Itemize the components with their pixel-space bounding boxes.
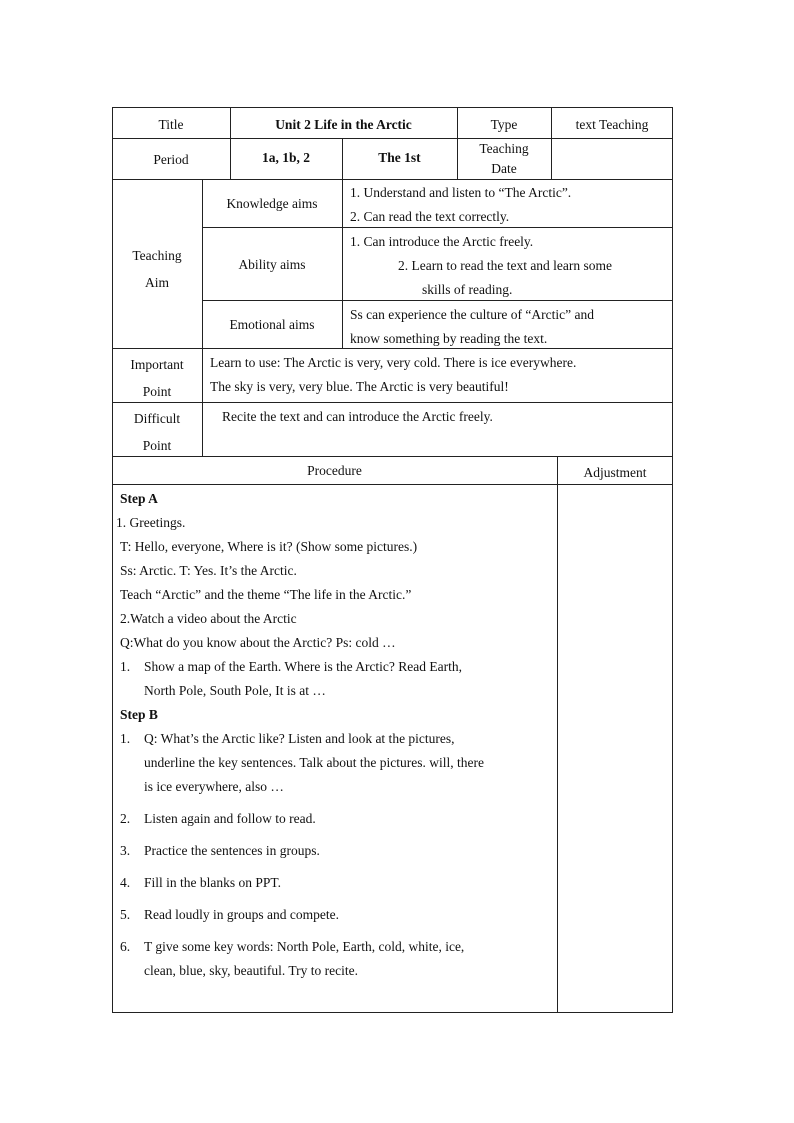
aim-label-line: Teaching xyxy=(132,248,182,263)
important-point-line: The sky is very, very blue. The Arctic is very beautiful! xyxy=(210,379,509,394)
important-point-line: Learn to use: The Arctic is very, very cold. There is ice everywhere. xyxy=(210,355,577,370)
ability-aim-line: skills of reading. xyxy=(422,282,513,297)
important-label-line: Point xyxy=(142,384,172,399)
step-a-line: Q:What do you know about the Arctic? Ps: cold … xyxy=(120,635,396,650)
col-divider xyxy=(342,179,343,348)
ability-aim-line: 2. Learn to read the text and learn some xyxy=(398,258,613,273)
procedure-header: Procedure xyxy=(307,463,362,478)
row-divider xyxy=(112,138,673,139)
step-b-item-line: Fill in the blanks on PPT. xyxy=(144,875,282,890)
step-a-line: 1. Greetings. xyxy=(116,515,186,530)
knowledge-aim-line: 2. Can read the text correctly. xyxy=(350,209,510,224)
step-a-line: 2.Watch a video about the Arctic xyxy=(120,611,297,626)
col-divider xyxy=(557,456,558,1013)
step-b-item-line: is ice everywhere, also … xyxy=(144,779,284,794)
step-a-line: Ss: Arctic. T: Yes. It’s the Arctic. xyxy=(120,563,297,578)
date-label-line: Teaching xyxy=(479,141,529,156)
title-label: Title xyxy=(158,117,184,132)
emotional-aim-line: Ss can experience the culture of “Arctic” and xyxy=(350,307,595,322)
step-a-item-number: 1. xyxy=(120,659,131,674)
step-b-item-line: Q: What’s the Arctic like? Listen and look at the pictures, xyxy=(144,731,455,746)
step-b-item-line: T give some key words: North Pole, Earth, cold, white, ice, xyxy=(144,939,465,954)
row-divider xyxy=(112,179,673,180)
step-a-title: Step A xyxy=(120,491,158,506)
step-b-item-number: 2. xyxy=(120,811,131,826)
step-b-item-line: Practice the sentences in groups. xyxy=(144,843,320,858)
ability-aim-line: 1. Can introduce the Arctic freely. xyxy=(350,234,534,249)
title-value: Unit 2 Life in the Arctic xyxy=(275,117,412,132)
important-label-line: Important xyxy=(130,357,184,372)
period-value: 1a, 1b, 2 xyxy=(261,150,310,165)
period-number: The 1st xyxy=(378,150,421,165)
step-b-item-line: Read loudly in groups and compete. xyxy=(144,907,339,922)
type-value: text Teaching xyxy=(575,117,649,132)
period-label: Period xyxy=(153,152,189,167)
adjustment-header: Adjustment xyxy=(583,465,647,480)
aim-label-line: Aim xyxy=(144,275,169,290)
difficult-label-line: Point xyxy=(142,438,172,453)
step-b-item-line: underline the key sentences. Talk about the pictures. will, there xyxy=(144,755,484,770)
ability-aims-label: Ability aims xyxy=(238,257,306,272)
step-a-line: Teach “Arctic” and the theme “The life in the Arctic.” xyxy=(120,587,412,602)
teaching-aim-label xyxy=(112,242,202,296)
step-b-title: Step B xyxy=(120,707,158,722)
step-a-item-line: North Pole, South Pole, It is at … xyxy=(144,683,326,698)
teaching-date-label xyxy=(457,139,551,179)
knowledge-aim-line: 1. Understand and listen to “The Arctic”. xyxy=(350,185,572,200)
step-b-item-number: 3. xyxy=(120,843,131,858)
step-b-item-number: 1. xyxy=(120,731,131,746)
difficult-point-text: Recite the text and can introduce the Arctic freely. xyxy=(222,409,493,424)
emotional-aims-label: Emotional aims xyxy=(229,317,315,332)
step-b-item-number: 4. xyxy=(120,875,131,890)
date-label-line: Date xyxy=(491,161,517,176)
step-b-item-number: 6. xyxy=(120,939,131,954)
emotional-aim-line: know something by reading the text. xyxy=(350,331,548,346)
type-label: Type xyxy=(490,117,518,132)
step-b-item-line: clean, blue, sky, beautiful. Try to recite. xyxy=(144,963,358,978)
knowledge-aims-label: Knowledge aims xyxy=(226,196,318,211)
step-a-item-line: Show a map of the Earth. Where is the Arctic? Read Earth, xyxy=(144,659,463,674)
step-b-item-line: Listen again and follow to read. xyxy=(144,811,316,826)
important-point-label xyxy=(112,351,202,405)
difficult-label-line: Difficult xyxy=(133,411,181,426)
difficult-point-label xyxy=(112,405,202,459)
step-b-item-number: 5. xyxy=(120,907,131,922)
step-a-line: T: Hello, everyone, Where is it? (Show some pictures.) xyxy=(120,539,418,554)
